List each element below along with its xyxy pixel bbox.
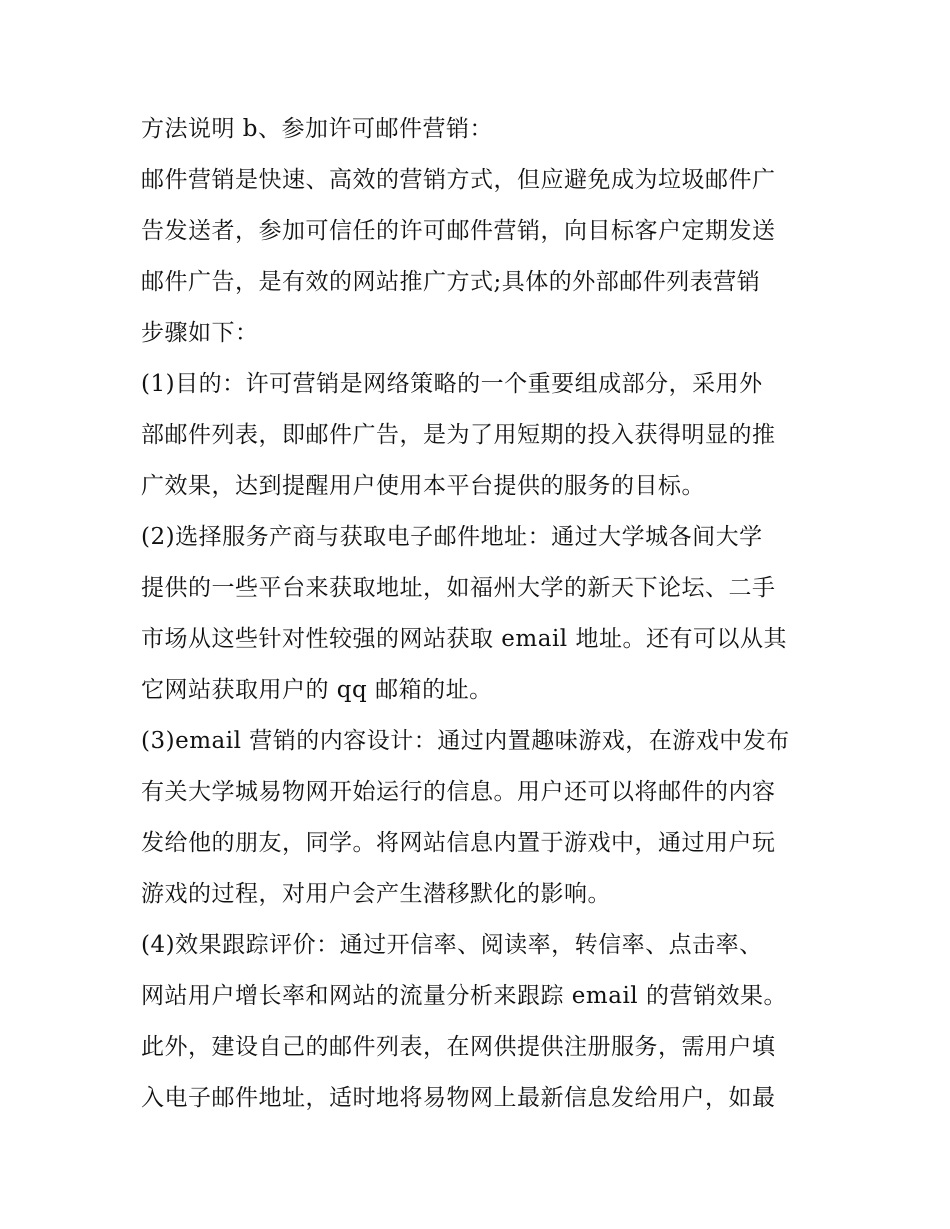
text-line: 入电子邮件地址，适时地将易物网上最新信息发给用户，如最 xyxy=(141,1085,776,1111)
text-line: 市场从这些针对性较强的网站获取 email 地址。还有可以从其 xyxy=(141,626,787,652)
text-line: 邮件营销是快速、高效的营销方式，但应避免成为垃圾邮件广 xyxy=(141,167,776,193)
text-line: 网站用户增长率和网站的流量分析来跟踪 email 的营销效果。 xyxy=(141,983,787,1009)
text-line: (1)目的：许可营销是网络策略的一个重要组成部分，采用外 xyxy=(141,371,763,397)
text-line: 部邮件列表，即邮件广告，是为了用短期的投入获得明显的推 xyxy=(141,422,776,448)
text-line: 发给他的朋友，同学。将网站信息内置于游戏中，通过用户玩 xyxy=(141,830,776,856)
text-line: 步骤如下： xyxy=(141,320,259,346)
text-line: 提供的一些平台来获取地址，如福州大学的新天下论坛、二手 xyxy=(141,575,776,601)
document-body xyxy=(141,104,821,1124)
text-line: 广效果，达到提醒用户使用本平台提供的服务的目标。 xyxy=(141,473,705,499)
text-line: 此外，建设自己的邮件列表，在网供提供注册服务，需用户填 xyxy=(141,1034,776,1060)
text-line: 它网站获取用户的 qq 邮箱的址。 xyxy=(141,677,493,703)
text-line: 游戏的过程，对用户会产生潜移默化的影响。 xyxy=(141,881,611,907)
text-line: 告发送者，参加可信任的许可邮件营销，向目标客户定期发送 xyxy=(141,218,776,244)
text-line: 有关大学城易物网开始运行的信息。用户还可以将邮件的内容 xyxy=(141,779,776,805)
text-line: 方法说明 b、参加许可邮件营销： xyxy=(141,116,494,142)
text-line: (4)效果跟踪评价：通过开信率、阅读率，转信率、点击率、 xyxy=(141,932,763,958)
text-line: 邮件广告，是有效的网站推广方式;具体的外部邮件列表营销 xyxy=(141,269,761,295)
text-line: (3)email 营销的内容设计：通过内置趣味游戏，在游戏中发布 xyxy=(141,728,790,754)
text-line: (2)选择服务产商与获取电子邮件地址：通过大学城各间大学 xyxy=(141,524,763,550)
